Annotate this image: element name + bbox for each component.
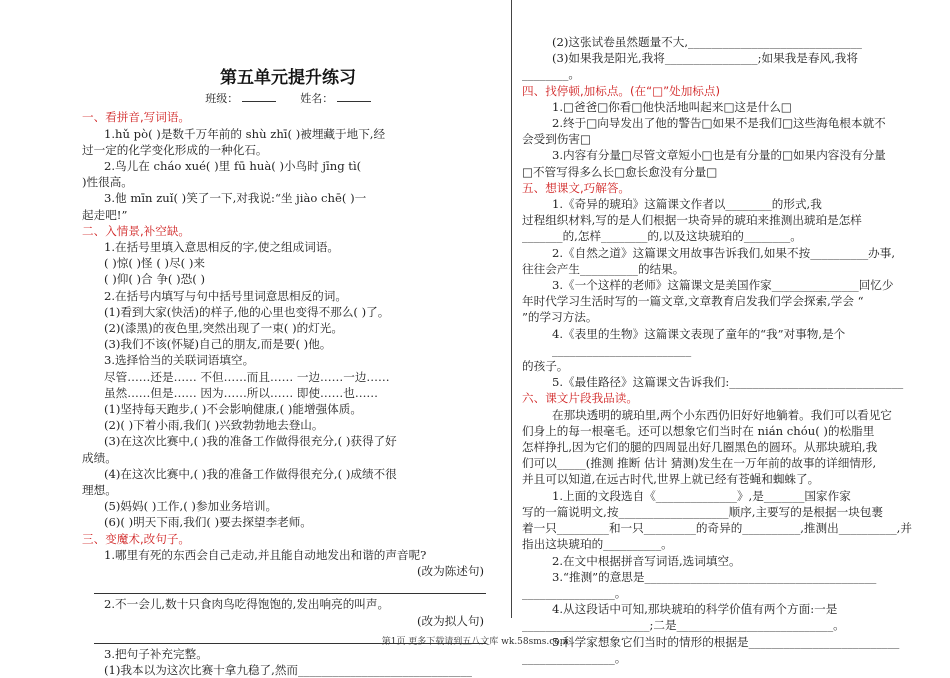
text-line: 虽然……但是…… 因为……所以…… 即使……也…… bbox=[104, 385, 379, 400]
text-line: 并且可以知道,在远古时代,世界上就已经有苍蝇和蜘蛛了。 bbox=[522, 472, 820, 487]
text-line: 2.鸟儿在 cháo xué( )里 fū huà( )小鸟时 jīng tì( bbox=[104, 159, 362, 174]
text-line: ________。 bbox=[522, 67, 580, 82]
text-line: 1.上面的文段选自《______________》,是_______国家作家 bbox=[552, 488, 851, 503]
text-line: 1.《奇异的琥珀》这篇课文作者以________的形式,我 bbox=[552, 197, 822, 212]
text-line: 怎样挣扎,因为它们的腿的四周显出好几圈黑色的圆环。从那块琥珀,我 bbox=[522, 440, 878, 455]
name-blank bbox=[337, 90, 371, 102]
page-footer: 第1页 更多下载请到五八文库 wk.58sms.com bbox=[381, 637, 569, 647]
section-heading: 一、看拼音,写词语。 bbox=[82, 110, 191, 125]
text-line: )性很高。 bbox=[82, 175, 133, 190]
page-title: 第五单元提升练习 bbox=[220, 68, 356, 88]
text-line: (2)( )下着小雨,我们( )兴致勃勃地去登山。 bbox=[104, 418, 324, 433]
text-line: (3)我们不该(怀疑)自己的朋友,而是要( )他。 bbox=[104, 337, 332, 352]
text-line: 会受到伤害□ bbox=[522, 132, 591, 147]
section-heading: 四、找停顿,加标点。(在“□”处加标点) bbox=[522, 83, 721, 98]
text-line: 1.hǔ pò( )是数千万年前的 shù zhī( )被埋藏于地下,经 bbox=[104, 126, 386, 141]
text-line: 过程组织材料,写的是人们根据一块奇异的琥珀来推测出琥珀是怎样 bbox=[522, 213, 862, 228]
text-line: 尽管……还是…… 不但……而且…… 一边……一边…… bbox=[104, 369, 390, 384]
class-label: 班级： bbox=[205, 92, 239, 106]
text-line: 指出这块琥珀的__________。 bbox=[522, 537, 673, 552]
text-line: (2)这张试卷虽然题量不大,______________________________ bbox=[552, 35, 862, 49]
text-line: 1.□爸爸□你看□他快活地叫起来□这是什么□ bbox=[552, 99, 792, 114]
text-line: (5)妈妈( )工作,( )参加业务培训。 bbox=[104, 499, 278, 514]
text-line: 2.不一会儿,数十只食肉鸟吃得饱饱的,发出响亮的叫声。 bbox=[104, 597, 390, 612]
text-line: 在那块透明的琥珀里,两个小东西仍旧好好地躺着。我们可以看见它 bbox=[552, 407, 892, 422]
answer-line bbox=[94, 579, 486, 594]
text-line: 们身上的每一根毫毛。还可以想象它们当时在 nián chóu( )的松脂里 bbox=[522, 423, 875, 438]
text-line: 往往会产生__________的结果。 bbox=[522, 261, 685, 276]
text-line: 5.科学家想象它们当时的情形的根据是__________________________ bbox=[552, 634, 900, 649]
section-heading: 五、想课文,巧解答。 bbox=[522, 180, 631, 195]
class-blank bbox=[242, 90, 276, 102]
text-line: 理想。 bbox=[82, 483, 117, 498]
text-line: 们可以_____(推测 推断 估计 猜测)发生在一万年前的故事的详细情形, bbox=[522, 456, 877, 471]
right-column bbox=[522, 34, 930, 666]
text-line: ________________。 bbox=[522, 650, 627, 665]
left-column bbox=[82, 0, 494, 678]
text-line: 3.选择恰当的关联词语填空。 bbox=[104, 353, 255, 368]
text-line: 2.在文中根据拼音写词语,选词填空。 bbox=[552, 553, 741, 568]
text-line: (3)在这次比赛中,( )我的准备工作做得很充分,( )获得了好 bbox=[104, 434, 397, 449]
text-line: (改为拟人句) bbox=[416, 613, 484, 628]
text-line: 4.《表里的生物》这篇课文表现了童年的“我”对事物,是个________________________ bbox=[552, 326, 846, 357]
section-heading: 六、课文片段我品读。 bbox=[522, 391, 638, 406]
text-line: 3.内容有分量□尽管文章短小□也是有分量的□如果内容没有分量 bbox=[552, 148, 886, 163]
right-content bbox=[522, 34, 930, 666]
text-line: 2.终于□向导发出了他的警告□如果不是我们□这些海龟根本就不 bbox=[552, 116, 886, 131]
text-line: (改为陈述句) bbox=[416, 564, 484, 579]
text-line: 5.《最佳路径》这篇课文告诉我们:______________________________ bbox=[552, 375, 904, 390]
text-line: 1.在括号里填入意思相反的字,使之组成词语。 bbox=[104, 240, 340, 255]
text-line: 2.《自然之道》这篇课文用故事告诉我们,如果不按__________办事, bbox=[552, 245, 896, 260]
section-heading: 二、入情景,补空缺。 bbox=[82, 223, 191, 238]
text-line: □不管写得多么长□愈长愈没有分量□ bbox=[522, 164, 718, 179]
text-line: 3.他 mīn zuǐ( )笑了一下,对我说:“坐 jiào chē( )一 bbox=[104, 191, 367, 206]
class-name-line bbox=[82, 90, 494, 107]
text-line: _______的,怎样________的,以及这块琥珀的________。 bbox=[522, 229, 802, 244]
text-line: ( )惊( )怪 ( )尽( )来 bbox=[104, 256, 205, 271]
text-line: ( )仰( )合 争( )恐( ) bbox=[104, 272, 205, 287]
name-label: 姓名： bbox=[300, 92, 334, 106]
text-line: 写的一篇说明文,按___________________顺序,主要写的是根据一块包裹 bbox=[522, 504, 883, 519]
text-line: (1)我本以为这次比赛十拿九稳了,然而______________________________ bbox=[104, 662, 472, 677]
text-line: 成绩。 bbox=[82, 450, 117, 465]
text-line: 的孩子。 bbox=[522, 359, 569, 374]
text-line: (3)如果我是阳光,我将________________;如果我是春风,我将 bbox=[552, 51, 858, 66]
column-divider bbox=[511, 0, 512, 618]
text-line: 3.《一个这样的老师》这篇课文是美国作家_______________回忆少 bbox=[552, 278, 894, 293]
text-line: 4.从这段话中可知,那块琥珀的科学价值有两个方面:一是 bbox=[552, 602, 838, 617]
text-line: 起走吧!” bbox=[82, 207, 128, 222]
text-line: 3.把句子补充完整。 bbox=[104, 646, 208, 661]
text-line: 2.在括号内填写与句中括号里词意思相反的词。 bbox=[104, 288, 347, 303]
text-line: ”的学习方法。 bbox=[522, 310, 598, 325]
text-line: (1)看到大家(快活)的样子,他的心里也变得不那么( )了。 bbox=[104, 304, 390, 319]
text-line: (4)在这次比赛中,( )我的准备工作做得很充分,( )成绩不很 bbox=[104, 466, 397, 481]
text-line: (2)(漆黑)的夜色里,突然出现了一束( )的灯光。 bbox=[104, 321, 343, 336]
text-line: 3.“推测”的意思是________________________________________ bbox=[552, 569, 877, 584]
text-line: ________________。 bbox=[522, 585, 627, 600]
text-line: 过一定的化学变化形成的一种化石。 bbox=[82, 142, 268, 157]
text-line: 着一只_________和一只_________的奇异的__________,推测出__________,并 bbox=[522, 521, 912, 536]
section-heading: 三、变魔术,改句子。 bbox=[82, 531, 191, 546]
text-line: (6)( )明天下雨,我们( )要去探望李老师。 bbox=[104, 515, 312, 530]
text-line: 1.哪里有死的东西会自己走动,并且能自动地发出和谐的声音呢? bbox=[104, 547, 427, 562]
text-line: ______________________;二是___________________________。 bbox=[522, 618, 845, 633]
text-line: (1)坚持每天跑步,( )不会影响健康,( )能增强体质。 bbox=[104, 402, 362, 417]
left-content bbox=[82, 109, 494, 678]
text-line: 年时代学习生活时写的一篇文章,文章教育启发我们学会探索,学会 “ bbox=[522, 294, 864, 309]
